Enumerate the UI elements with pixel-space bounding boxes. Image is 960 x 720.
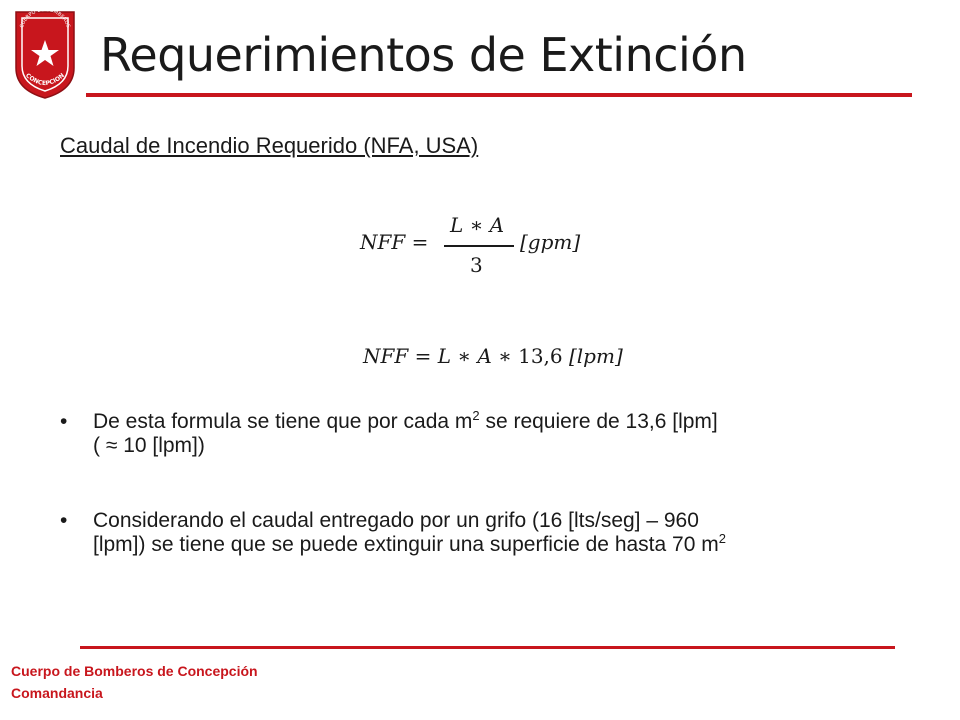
shield-emblem-icon <box>12 8 78 100</box>
equation1-denominator: 3 <box>470 253 483 277</box>
logo-bottom-text: CONCEPCION <box>24 72 66 88</box>
footer-organization: Cuerpo de Bomberos de Concepción <box>11 663 258 679</box>
bullet-item <box>60 509 920 557</box>
equation2-equals: = <box>414 344 432 368</box>
fire-department-logo <box>12 8 78 100</box>
bullet-line <box>93 533 920 557</box>
footer-divider <box>80 646 895 649</box>
bullet-line <box>93 410 920 434</box>
fraction-bar <box>444 245 514 247</box>
footer <box>11 660 258 704</box>
equation2-lhs: NFF <box>363 344 409 368</box>
equation2-unit: [lpm] <box>568 344 623 368</box>
title-divider <box>86 93 912 97</box>
equation-nff-gpm <box>360 205 600 285</box>
equation2-expr: L ∗ A ∗ <box>437 344 512 368</box>
equation1-numerator: L ∗ A <box>450 213 505 237</box>
bullet-text: De esta formula se tiene que por cada m <box>93 410 473 433</box>
superscript: 2 <box>718 531 726 546</box>
bullet-marker: • <box>60 410 68 433</box>
footer-department: Comandancia <box>11 685 103 701</box>
logo-top-text: CUERPO DE BOMBEROS <box>18 8 72 29</box>
bullet-item <box>60 410 920 458</box>
bullet-text: se requiere de 13,6 [lpm] <box>479 410 718 433</box>
equation1-lhs: NFF <box>360 230 406 254</box>
bullet-line: ( ≈ 10 [lpm]) <box>93 434 205 457</box>
bullet-marker: • <box>60 509 68 532</box>
equation2-value: 13,6 <box>518 344 563 368</box>
bullet-list <box>60 410 920 557</box>
bullet-text: [lpm]) se tiene que se puede extinguir una superficie de hasta 70 m <box>93 533 719 556</box>
superscript: 2 <box>472 408 480 423</box>
slide-title: Requerimientos de Extinción <box>100 28 747 82</box>
equation1-equals: = <box>411 230 429 254</box>
slide-subtitle: Caudal de Incendio Requerido (NFA, USA) <box>60 133 479 158</box>
bullet-line: Considerando el caudal entregado por un grifo (16 [lts/seg] – 960 <box>93 509 699 532</box>
equation1-unit: [gpm] <box>520 230 581 254</box>
equation-nff-lpm <box>363 344 623 368</box>
